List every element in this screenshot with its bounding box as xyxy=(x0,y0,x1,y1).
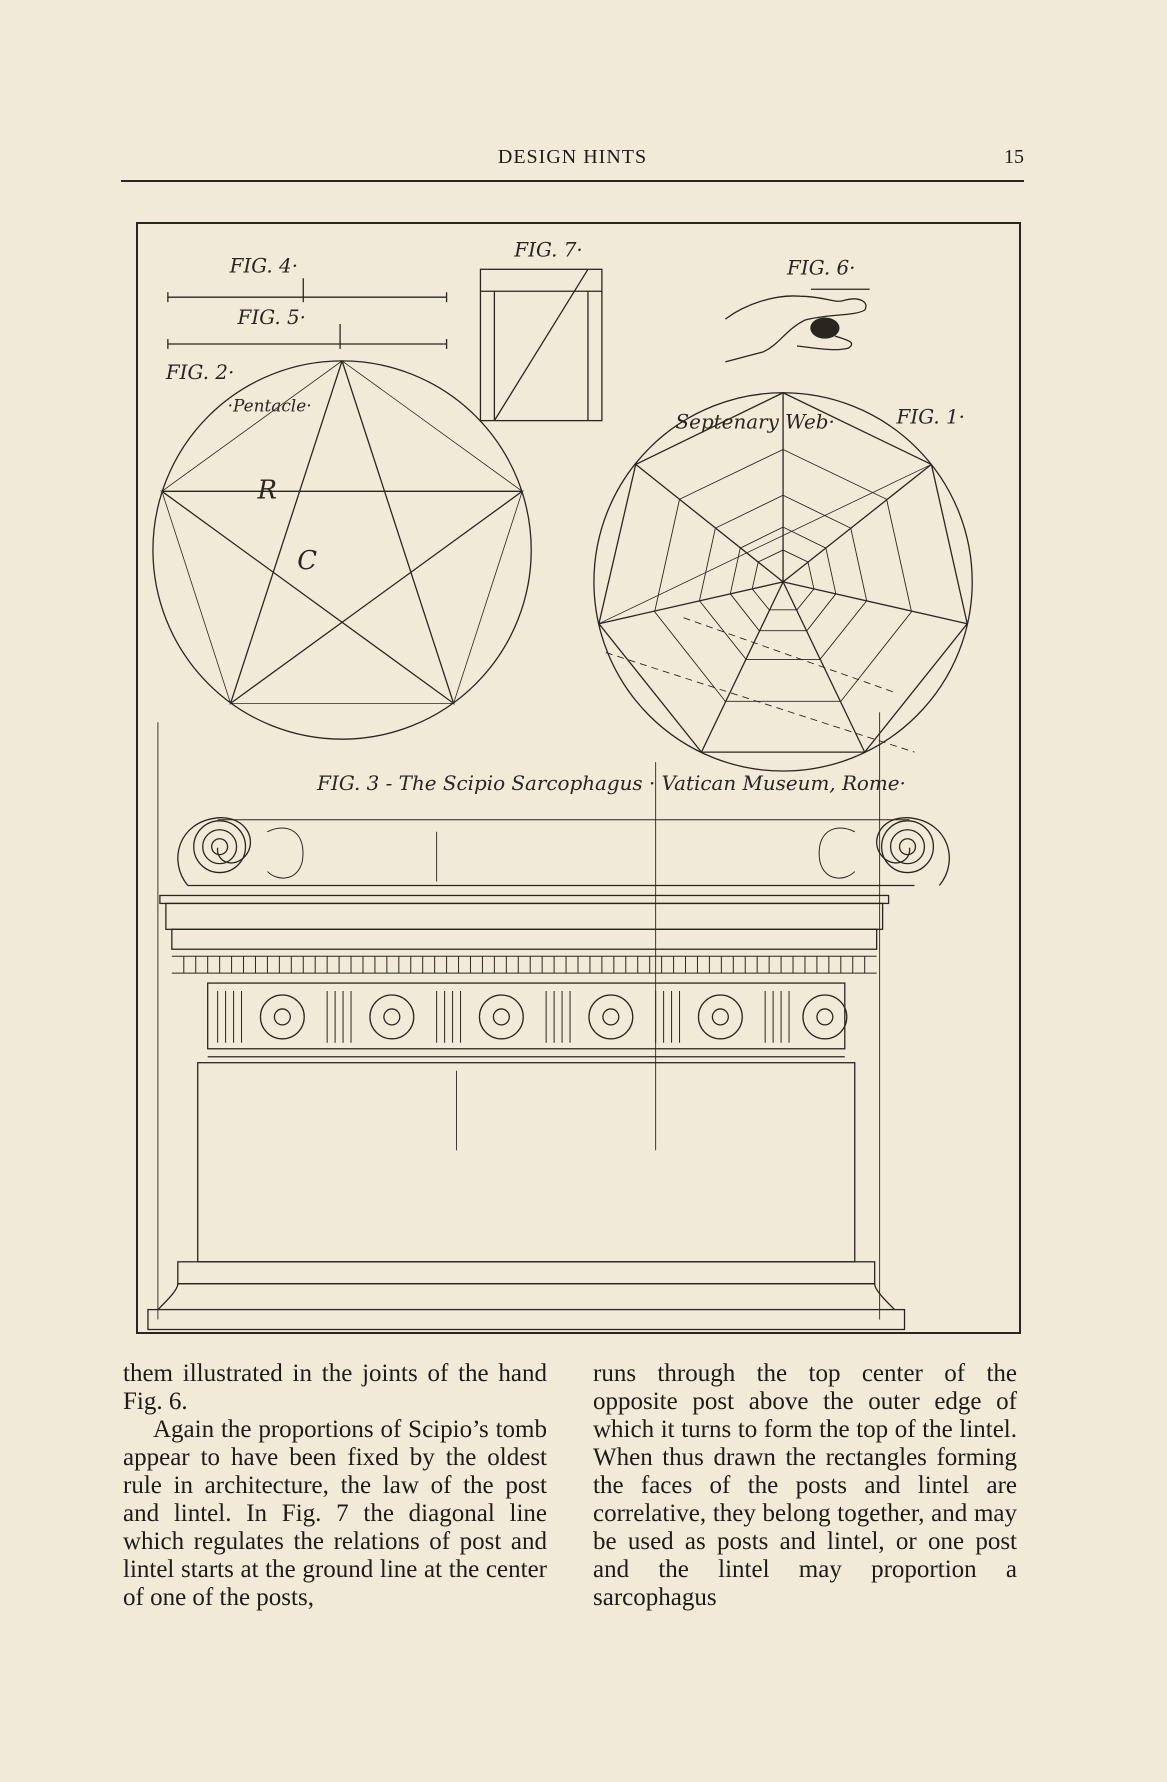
body-column-left xyxy=(123,1360,547,1612)
page-number: 15 xyxy=(1004,146,1024,168)
figure-plate xyxy=(136,222,1021,1334)
fig4-line xyxy=(168,278,447,302)
running-title: DESIGN HINTS xyxy=(497,146,648,168)
paragraph-3: runs through the top center of the opposite post above the outer edge of which it turns to form the top of the lintel. When thus drawn the rectangles forming the faces of the posts and lintel are correlative, they belong together, and may be used as posts and lintel, or one post and the lintel may proportion a sarcophagus xyxy=(593,1360,1017,1611)
septenary-web xyxy=(594,393,972,771)
paragraph-2: Again the proportions of Scipio’s tomb appear to have been fixed by the oldest rule in architecture, the law of the post and lintel. In Fig. 7 the diagonal line which regulates the relations of post and lintel starts at the ground line at the center of one of the posts, xyxy=(123,1416,547,1611)
pentacle-r-label: R xyxy=(257,475,277,506)
pentacle-diagram xyxy=(153,361,531,739)
fig1-label: FIG. 1· xyxy=(896,405,966,429)
fig2-label: FIG. 2· xyxy=(165,360,235,384)
paragraph-1: them illustrated in the joints of the hand Fig. 6. xyxy=(123,1360,547,1415)
header-rule xyxy=(121,180,1024,182)
sarcophagus-elevation xyxy=(148,712,949,1332)
fig4-label: FIG. 4· xyxy=(229,254,299,278)
fig6-hand xyxy=(725,289,869,362)
fig2-caption: ·Pentacle· xyxy=(227,395,312,416)
fig6-label: FIG. 6· xyxy=(787,256,856,280)
fig7-label: FIG. 7· xyxy=(514,238,583,262)
fig5-line xyxy=(168,324,447,349)
fig3-label: FIG. 3 - The Scipio Sarcophagus · Vatican Museum, Rome· xyxy=(317,771,906,795)
fig7-diagram xyxy=(480,269,601,420)
fig5-label: FIG. 5· xyxy=(237,306,307,330)
page-header xyxy=(121,146,1024,176)
fig1-caption: Septenary Web· xyxy=(675,410,835,434)
pentacle-c-label: C xyxy=(297,545,318,576)
body-column-right xyxy=(593,1360,1017,1612)
